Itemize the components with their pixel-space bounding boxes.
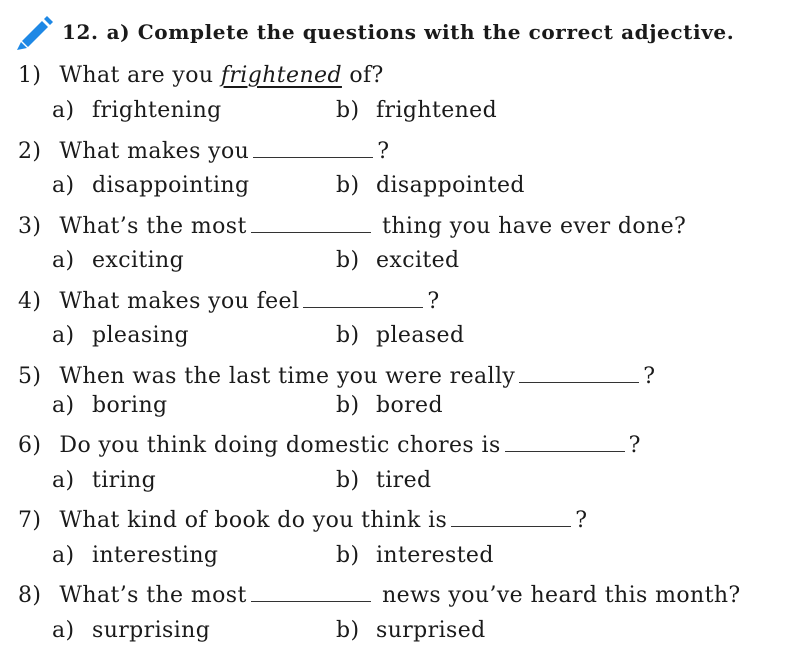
question-5 xyxy=(18,362,655,391)
option-word: surprising xyxy=(92,618,211,643)
option-b[interactable] xyxy=(336,97,497,125)
question-text-end: ? xyxy=(643,364,656,389)
option-letter: a) xyxy=(52,323,75,348)
question-1 xyxy=(18,62,384,90)
option-letter: a) xyxy=(52,393,75,418)
option-b[interactable] xyxy=(336,467,432,495)
question-number: 4) xyxy=(18,289,42,314)
question-text-end: news you’ve heard this month? xyxy=(382,583,741,608)
question-text: When was the last time you were really xyxy=(59,364,516,389)
task-instruction: a) Complete the questions with the correct adjective. xyxy=(106,20,735,44)
option-a[interactable] xyxy=(52,97,222,125)
task-title xyxy=(62,20,734,44)
option-letter: b) xyxy=(336,543,360,568)
option-word: tiring xyxy=(92,468,157,493)
option-letter: b) xyxy=(336,98,360,123)
option-b[interactable] xyxy=(336,617,486,645)
option-letter: a) xyxy=(52,248,75,273)
question-text: What’s the most xyxy=(59,214,247,239)
option-b[interactable] xyxy=(336,392,443,420)
option-letter: a) xyxy=(52,543,75,568)
option-word: bored xyxy=(376,393,443,418)
answer-blank[interactable] xyxy=(253,137,373,158)
option-letter: b) xyxy=(336,393,360,418)
question-number: 5) xyxy=(18,364,42,389)
option-word: frightening xyxy=(92,98,222,123)
option-word: interesting xyxy=(92,543,219,568)
answer-blank[interactable] xyxy=(519,362,639,383)
question-text-end: ? xyxy=(377,139,390,164)
option-word: disappointing xyxy=(92,173,250,198)
option-letter: a) xyxy=(52,618,75,643)
option-letter: b) xyxy=(336,248,360,273)
option-word: pleased xyxy=(376,323,465,348)
question-text: What makes you feel xyxy=(59,289,300,314)
answer-blank[interactable] xyxy=(303,287,423,308)
option-a[interactable] xyxy=(52,247,184,275)
pencil-icon xyxy=(14,13,54,51)
option-letter: b) xyxy=(336,173,360,198)
option-word: pleasing xyxy=(92,323,190,348)
option-a[interactable] xyxy=(52,392,168,420)
option-letter: b) xyxy=(336,618,360,643)
question-6 xyxy=(18,431,641,460)
answer-example: frightened xyxy=(220,63,342,88)
option-word: tired xyxy=(376,468,432,493)
question-text: What makes you xyxy=(59,139,250,164)
question-text-end: thing you have ever done? xyxy=(382,214,687,239)
option-word: exciting xyxy=(92,248,185,273)
question-text: Do you think doing domestic chores is xyxy=(59,433,501,458)
question-number: 7) xyxy=(18,508,42,533)
task-number: 12. xyxy=(62,20,99,44)
option-word: excited xyxy=(376,248,460,273)
question-4 xyxy=(18,287,440,316)
question-2 xyxy=(18,137,389,166)
option-a[interactable] xyxy=(52,172,249,200)
question-7 xyxy=(18,506,587,535)
option-b[interactable] xyxy=(336,247,460,275)
option-letter: b) xyxy=(336,468,360,493)
question-number: 2) xyxy=(18,139,42,164)
question-text-end: ? xyxy=(628,433,641,458)
option-a[interactable] xyxy=(52,322,189,350)
answer-blank[interactable] xyxy=(251,581,371,602)
option-letter: a) xyxy=(52,468,75,493)
question-text-end: ? xyxy=(575,508,588,533)
option-b[interactable] xyxy=(336,542,494,570)
option-word: boring xyxy=(92,393,168,418)
question-text: What are you xyxy=(59,63,214,88)
answer-blank[interactable] xyxy=(451,506,571,527)
option-a[interactable] xyxy=(52,617,210,645)
option-letter: b) xyxy=(336,323,360,348)
option-b[interactable] xyxy=(336,322,464,350)
question-number: 8) xyxy=(18,583,42,608)
option-a[interactable] xyxy=(52,467,156,495)
option-a[interactable] xyxy=(52,542,218,570)
question-number: 1) xyxy=(18,63,42,88)
question-number: 3) xyxy=(18,214,42,239)
answer-blank[interactable] xyxy=(251,212,371,233)
question-3 xyxy=(18,212,686,241)
option-letter: a) xyxy=(52,173,75,198)
answer-blank[interactable] xyxy=(505,431,625,452)
question-text: What’s the most xyxy=(59,583,247,608)
option-word: disappointed xyxy=(376,173,525,198)
option-b[interactable] xyxy=(336,172,525,200)
option-word: frightened xyxy=(376,98,498,123)
option-letter: a) xyxy=(52,98,75,123)
question-text-end: ? xyxy=(427,289,440,314)
question-number: 6) xyxy=(18,433,42,458)
question-8 xyxy=(18,581,741,610)
question-text-end: of? xyxy=(349,63,384,88)
option-word: interested xyxy=(376,543,494,568)
question-text: What kind of book do you think is xyxy=(59,508,448,533)
option-word: surprised xyxy=(376,618,486,643)
